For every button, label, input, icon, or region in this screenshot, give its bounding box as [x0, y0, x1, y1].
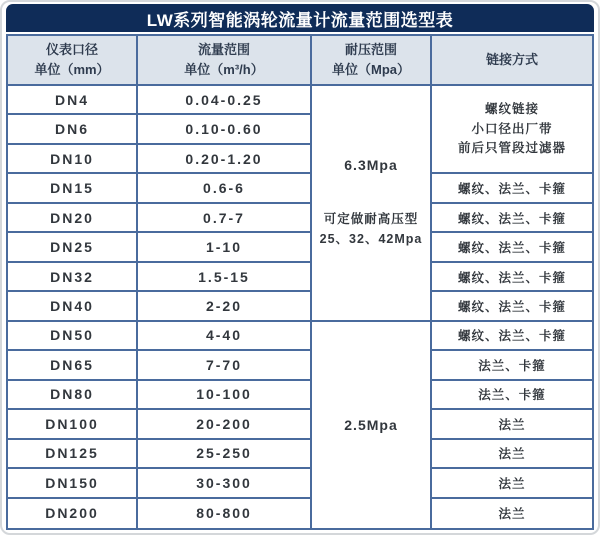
selection-table-card — [6, 4, 594, 530]
flow-cell: 0.7-7 — [138, 204, 312, 233]
connection-note-line: 前后只管段过滤器 — [457, 140, 566, 155]
flow-cell: 0.20-1.20 — [138, 145, 312, 174]
dn-cell: DN125 — [8, 440, 138, 469]
col-header-line: 流量范围 — [197, 41, 250, 57]
table-title: LW系列智能涡轮流量计流量范围选型表 — [146, 10, 454, 30]
pressure-note — [320, 209, 423, 249]
col-header-line: 链接方式 — [485, 51, 538, 67]
flow-cell: 4-40 — [138, 322, 312, 351]
flow-cell: 1.5-15 — [138, 263, 312, 292]
flow-cell: 0.04-0.25 — [138, 86, 312, 115]
dn-cell: DN15 — [8, 174, 138, 203]
col-header-flow-range — [138, 36, 312, 86]
connection-note-line: 螺纹链接 — [484, 102, 539, 117]
col-header-connection — [432, 36, 592, 86]
dn-cell: DN4 — [8, 86, 138, 115]
col-header-line: 单位（m³/h） — [184, 62, 264, 77]
col-header-line: 单位（Mpa） — [331, 62, 410, 77]
connection-cell: 法兰、卡箍 — [432, 381, 592, 410]
connection-cell: 螺纹、法兰、卡箍 — [432, 174, 592, 203]
pressure-note-line: 可定做耐高压型 — [323, 211, 419, 226]
connection-cell: 法兰 — [432, 440, 592, 469]
dn-cell: DN6 — [8, 115, 138, 144]
dn-cell: DN32 — [8, 263, 138, 292]
col-header-pressure-range — [312, 36, 432, 86]
flow-cell: 25-250 — [138, 440, 312, 469]
col-header-line: 单位（mm） — [34, 62, 110, 77]
flow-cell: 7-70 — [138, 351, 312, 380]
pressure-value: 6.3Mpa — [344, 156, 398, 173]
flow-cell: 10-100 — [138, 381, 312, 410]
col-header-diameter — [8, 36, 138, 86]
connection-cell: 螺纹、法兰、卡箍 — [432, 322, 592, 351]
dn-cell: DN65 — [8, 351, 138, 380]
connection-note-line: 小口径出厂带 — [471, 121, 553, 136]
pressure-cell-63mpa — [312, 86, 432, 322]
dn-cell: DN150 — [8, 469, 138, 498]
pressure-note-line: 25、32、42Mpa — [319, 231, 423, 246]
connection-cell: 螺纹、法兰、卡箍 — [432, 204, 592, 233]
dn-cell: DN10 — [8, 145, 138, 174]
connection-cell-threaded-note — [432, 86, 592, 174]
flow-cell: 0.10-0.60 — [138, 115, 312, 144]
flow-cell: 30-300 — [138, 469, 312, 498]
connection-cell: 法兰 — [498, 507, 526, 522]
connection-cell: 螺纹、法兰、卡箍 — [432, 292, 592, 321]
flow-cell: 0.6-6 — [138, 174, 312, 203]
col-header-line: 仪表口径 — [45, 41, 98, 57]
flow-cell: 2-20 — [138, 292, 312, 321]
dn-cell: DN200 — [8, 499, 138, 528]
connection-cell: 螺纹、法兰、卡箍 — [432, 263, 592, 292]
dn-cell: DN50 — [8, 322, 138, 351]
flow-cell: 20-200 — [138, 410, 312, 439]
connection-cell: 螺纹、法兰、卡箍 — [432, 233, 592, 262]
col-header-line: 耐压范围 — [344, 41, 397, 57]
dn-cell: DN100 — [8, 410, 138, 439]
pressure-cell-25mpa — [312, 322, 432, 528]
pressure-value: 2.5Mpa — [344, 416, 398, 433]
connection-cell: 法兰 — [432, 410, 592, 439]
selection-table — [6, 34, 594, 530]
dn-cell: DN25 — [8, 233, 138, 262]
dn-cell: DN80 — [8, 381, 138, 410]
connection-cell: 法兰 — [432, 469, 592, 498]
flow-cell: 1-10 — [138, 233, 312, 262]
connection-cell: 法兰、卡箍 — [432, 351, 592, 380]
dn-cell: DN20 — [8, 204, 138, 233]
table-title-bar — [6, 4, 594, 32]
flow-cell: 80-800 — [138, 499, 312, 528]
dn-cell: DN40 — [8, 292, 138, 321]
